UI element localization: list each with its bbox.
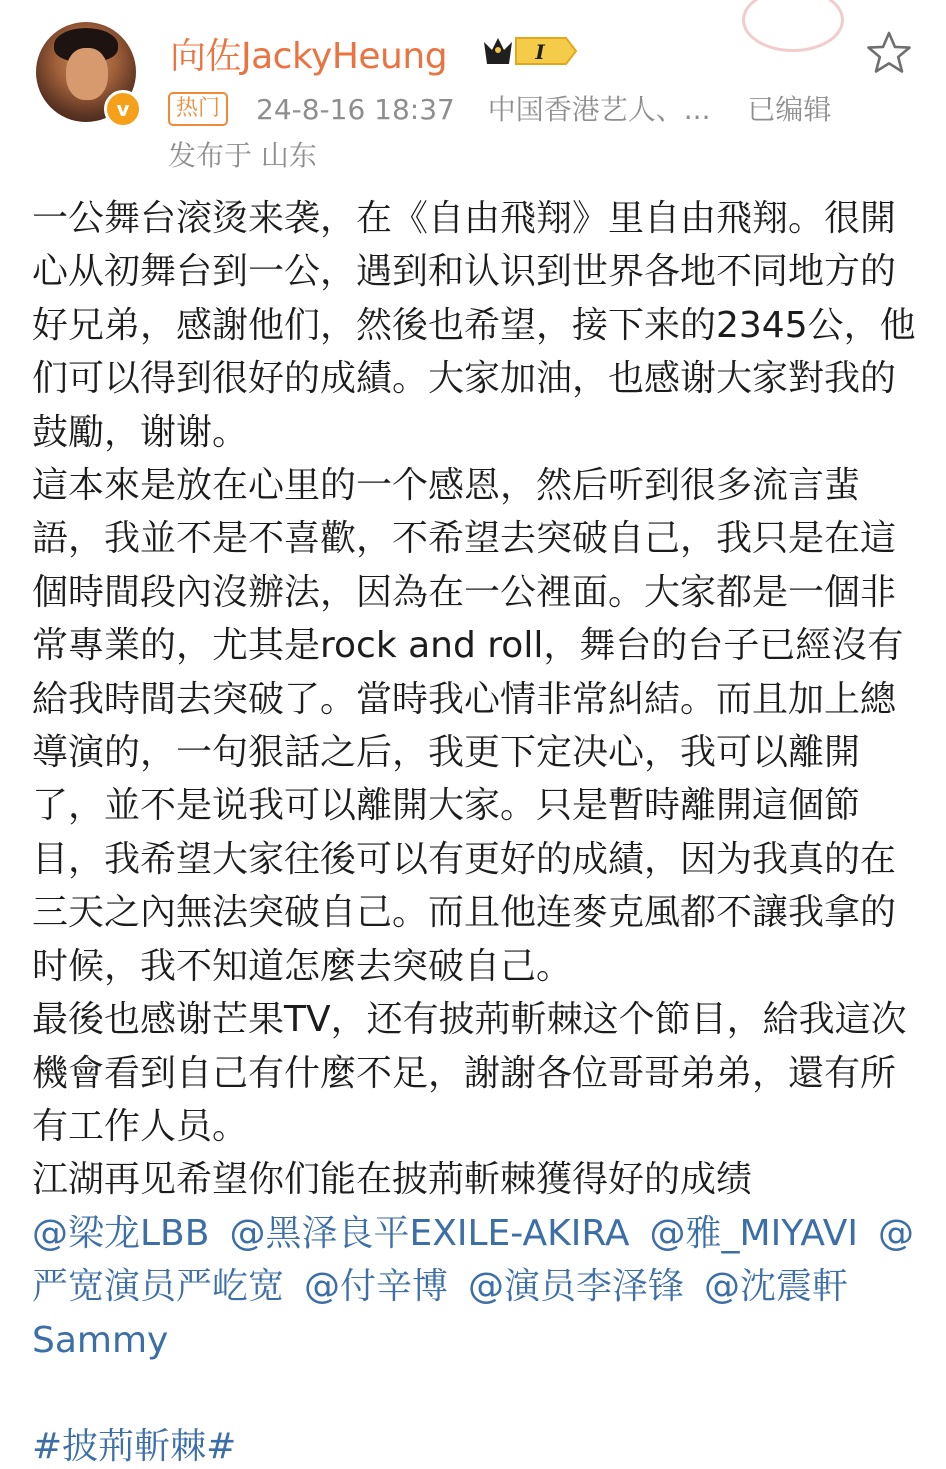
post-paragraph-2: 這本來是放在心里的一个感恩，然后听到很多流言蜚語，我並不是不喜歡，不希望去突破自己，我只是在這個時間段內沒辦法，因為在一公裡面。大家都是一個非常專業的，尤其是rock and roll，舞台的台子已經沒有給我時間去突破了。當時我心情非常糾結。而且加上總導演的，一句狠話之后，我更下定决心，我可以離開了，並不是说我可以離開大家。只是暫時離開這個節目，我希望大家往後可以有更好的成績，因为我真的在三天之內無法突破自己。而且他连麥克風都不讓我拿的时候，我不知道怎麼去突破自己。 [32, 465, 904, 987]
mention-link[interactable]: @梁龙LBB [32, 1212, 210, 1254]
mention-link[interactable]: @雅_MIYAVI [649, 1212, 858, 1254]
avatar-face [66, 48, 108, 100]
post-content [32, 192, 922, 1367]
mention-link[interactable]: @付辛博 [304, 1266, 449, 1308]
mention-link[interactable]: @演员李泽锋 [468, 1266, 685, 1308]
vip-crown-badge-icon[interactable] [482, 34, 580, 68]
mention-link[interactable]: @黑泽良平EXILE-AKIRA [229, 1212, 630, 1254]
verified-badge-icon: v [104, 90, 142, 128]
vip-level: I [535, 40, 545, 64]
star-icon[interactable] [866, 30, 912, 76]
author-name[interactable]: 向佐JackyHeung [170, 36, 448, 77]
post-timestamp: 24-8-16 18:37 [256, 93, 455, 126]
post-meta [256, 88, 831, 128]
post-paragraph-1: 一公舞台滚烫来袭，在《自由飛翔》里自由飛翔。很開心从初舞台到一公，遇到和认识到世界各地不同地方的好兄弟，感謝他们，然後也希望，接下来的2345公，他们可以得到很好的成績。大家加油，也感谢大家對我的鼓勵，谢谢。 [32, 198, 916, 453]
mention-link[interactable]: @沈震軒Sammy [32, 1266, 849, 1361]
post-location: 发布于 山东 [168, 139, 317, 172]
hashtag-link[interactable]: #披荊斬棘# [32, 1426, 237, 1467]
edited-label[interactable]: 已编辑 [747, 93, 832, 126]
mention-list [32, 1207, 922, 1367]
stamp-decoration [742, 0, 844, 52]
post-paragraph-3: 最後也感谢芒果TV，还有披荊斬棘这个節目，給我這次機會看到自己有什麼不足，謝謝各位哥哥弟弟，還有所有工作人员。 [32, 999, 907, 1147]
mention-link[interactable]: @严宽演员严屹宽 [32, 1212, 914, 1308]
hot-tag: 热门 [168, 92, 228, 126]
author-source[interactable]: 中国香港艺人、... [487, 93, 711, 126]
post-paragraph-4: 江湖再见希望你们能在披荊斬棘獲得好的成绩 [32, 1159, 753, 1201]
